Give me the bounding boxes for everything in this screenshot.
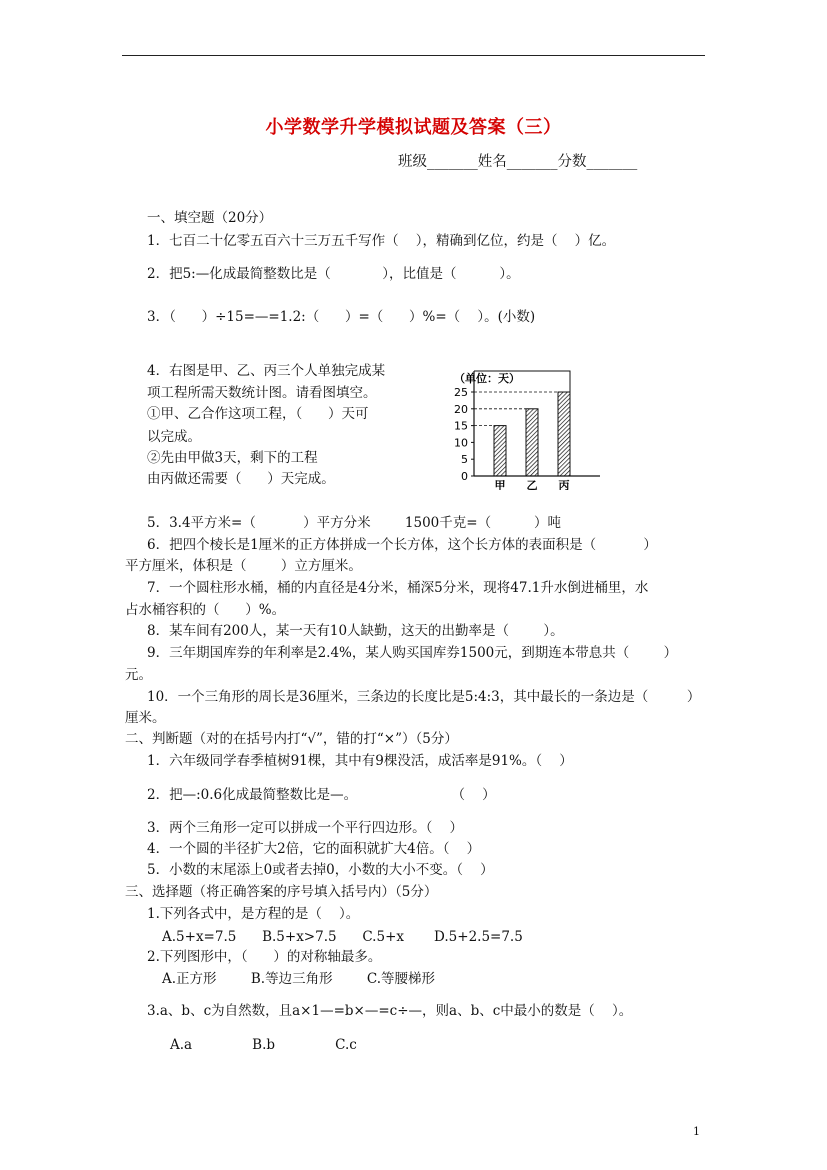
question-1-6-line2: 平方厘米，体积是（ ）立方厘米。: [125, 558, 362, 574]
question-1-7-line2: 占水桶容积的（ ）%。: [125, 602, 286, 618]
question-1-3: 3．（ ）÷15=—=1.2:（ ）=（ ）%=（ ）。(小数): [147, 309, 536, 325]
question-2-3: 3．两个三角形一定可以拼成一个平行四边形。（ ）: [147, 820, 464, 836]
question-3-3-options: A.a B.b C.c: [170, 1037, 357, 1053]
bar-1: [526, 409, 538, 476]
question-3-2: 2.下列图形中，（ ）的对称轴最多。: [147, 949, 382, 965]
question-1-2: 2．把5:—化成最简整数比是（ ），比值是（ ）。: [147, 266, 520, 282]
bar-0: [494, 426, 506, 476]
question-2-4: 4．一个圆的半径扩大2倍，它的面积就扩大4倍。（ ）: [147, 841, 481, 857]
section-fill-blank-heading: 一、填空题（20分）: [147, 210, 273, 226]
question-1-5: 5．3.4平方米=（ ）平方分米 1500千克=（ ）吨: [147, 515, 561, 531]
question-1-6-line1: 6．把四个棱长是1厘米的正方体拼成一个长方体，这个长方体的表面积是（ ）: [147, 537, 657, 553]
question-1-4-line1: 4．右图是甲、乙、丙三个人单独完成某: [147, 363, 386, 379]
question-1-4-line5: ②先由甲做3天，剩下的工程: [147, 450, 318, 466]
question-1-4-line4: 以完成。: [147, 429, 201, 445]
question-3-1: 1.下列各式中，是方程的是（ ）。: [147, 906, 360, 922]
page-number: 1: [693, 1125, 700, 1138]
bar-2: [558, 392, 570, 476]
y-tick-label-1: 20: [454, 402, 468, 416]
chart-unit-label: （单位：天）: [454, 372, 520, 385]
section-choice-heading: 三、选择题（将正确答案的序号填入括号内）（5分）: [125, 884, 438, 900]
page-title: 小学数学升学模拟试题及答案（三）: [265, 117, 562, 138]
question-1-4-line6: 由丙做还需要（ ）天完成。: [147, 471, 335, 487]
question-1-4-line2: 项工程所需天数统计图。请看图填空。: [147, 385, 377, 401]
question-1-10-line2: 厘米。: [125, 710, 166, 726]
question-3-2-options: A.正方形 B.等边三角形 C.等腰梯形: [162, 971, 436, 987]
question-2-5: 5．小数的末尾添上0或者去掉0，小数的大小不变。（ ）: [147, 862, 494, 878]
question-1-9-line2: 元。: [125, 667, 152, 683]
y-tick-label-0: 25: [454, 386, 468, 399]
y-tick-label-5: 0: [461, 470, 468, 483]
y-tick-label-4: 5: [461, 453, 468, 467]
header-rule: [122, 55, 705, 56]
question-1-8: 8．某车间有200人，某一天有10人缺勤，这天的出勤率是（ ）。: [147, 623, 564, 639]
question-1-10-line1: 10．一个三角形的周长是36厘米，三条边的长度比是5:4:3，其中最长的一条边是（ ）: [147, 689, 701, 705]
chart-frame: [474, 371, 570, 476]
question-2-1: 1．六年级同学春季植树91棵，其中有9棵没活，成活率是91%。（ ）: [147, 753, 573, 769]
question-1-1: 1．七百二十亿零五百六十三万五千写作（ ），精确到亿位，约是（ ）亿。: [147, 233, 616, 249]
question-1-9-line1: 9．三年期国库券的年利率是2.4%，某人购买国库券1500元，到期连本带息共（ ）: [147, 645, 678, 661]
question-3-3: 3.a、b、c为自然数，且a×1—=b×—=c÷—，则a、b、c中最小的数是（ ）。: [147, 1003, 633, 1019]
section-true-false-heading: 二、判断题（对的在括号内打“√”，错的打“×”）（5分）: [125, 731, 458, 747]
question-2-2: 2．把—:0.6化成最简整数比是—。 （ ）: [147, 787, 496, 803]
question-1-4-line3: ①甲、乙合作这项工程，（ ）天可: [147, 406, 369, 422]
x-category-label-2: 丙: [558, 479, 570, 490]
question-3-1-options: A.5+x=7.5 B.5+x>7.5 C.5+x D.5+2.5=7.5: [162, 929, 523, 945]
question-1-7-line1: 7．一个圆柱形水桶，桶的内直径是4分米，桶深5分米，现将47.1升水倒进桶里，水: [147, 580, 649, 596]
days-bar-chart: [440, 362, 610, 490]
student-info: 班级_______姓名_______分数_______: [398, 154, 638, 170]
x-category-label-1: 乙: [526, 479, 538, 490]
y-tick-label-2: 15: [454, 419, 468, 433]
x-category-label-0: 甲: [494, 479, 506, 490]
y-tick-label-3: 10: [454, 436, 468, 450]
